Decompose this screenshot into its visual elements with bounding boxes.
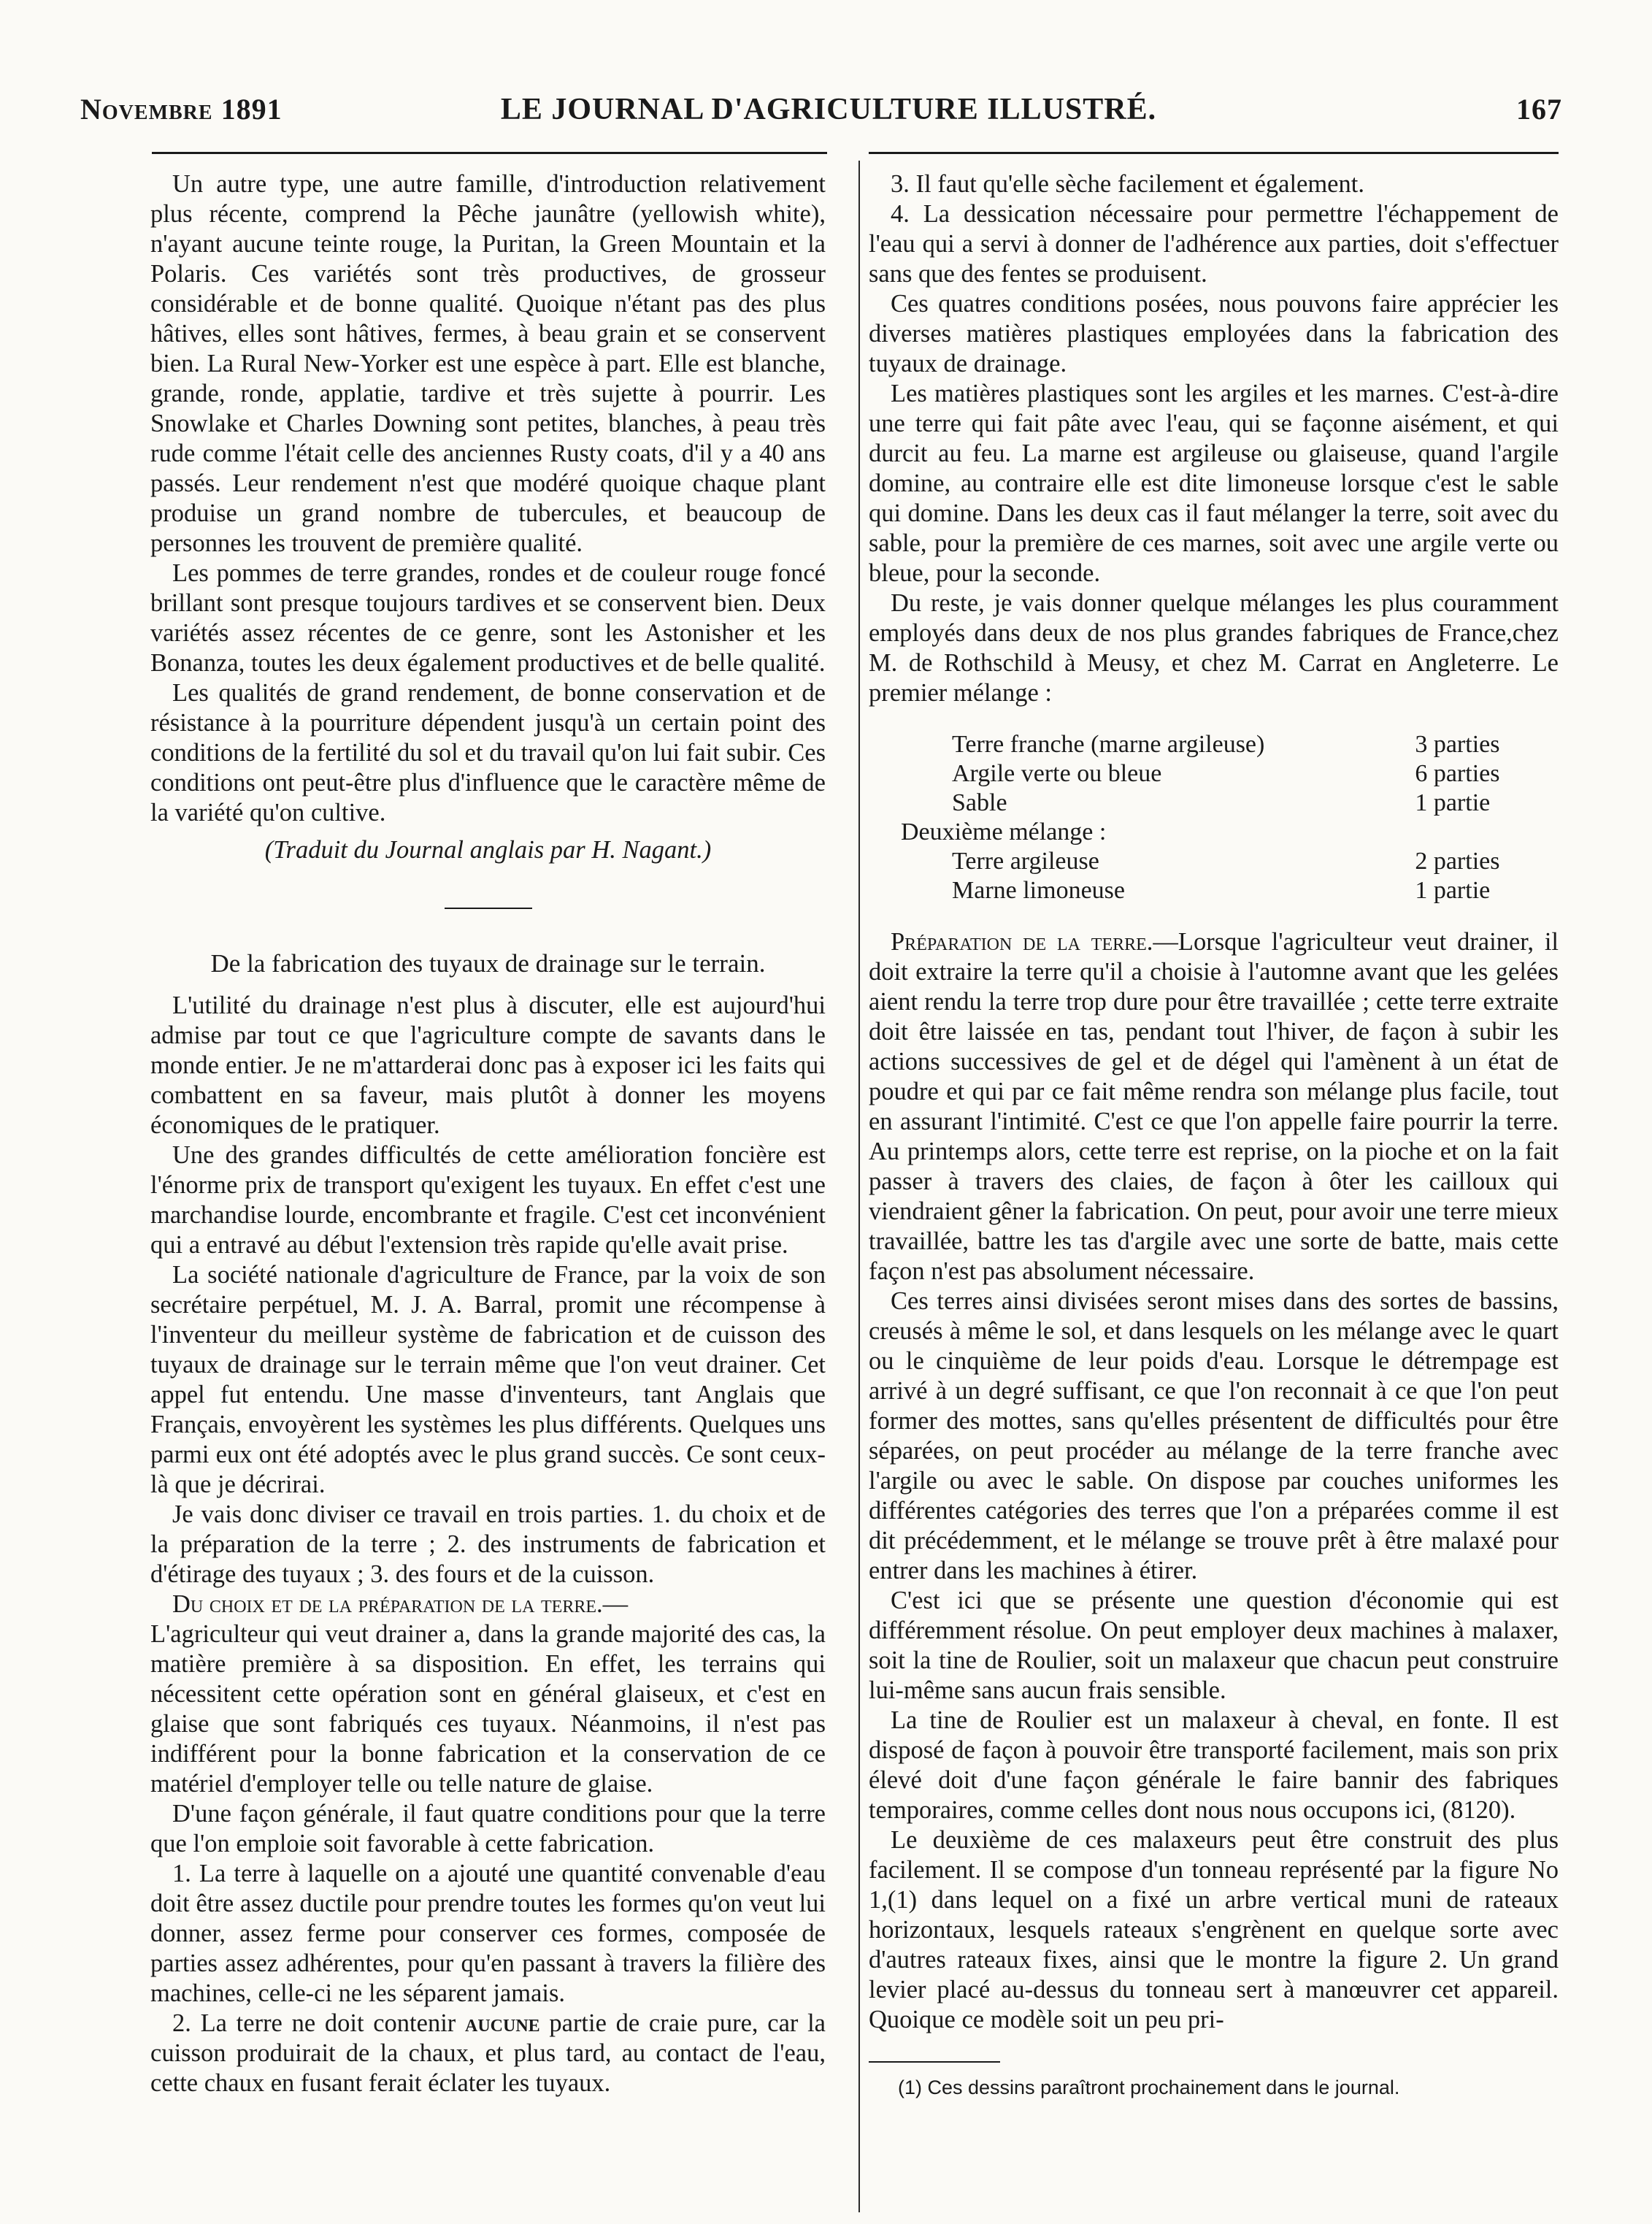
mixture-row: [901, 730, 1559, 759]
condition-2: [150, 2009, 826, 2098]
mixture-ingredient: Argile verte ou bleue: [952, 760, 1162, 787]
right-paragraph-1: Ces quatres conditions posées, nous pouvons faire apprécier les diverses matières plastiques employées dans la fabrication des tuyaux de drainage.: [869, 290, 1559, 377]
mixture-quantity: 1 partie: [1415, 877, 1491, 904]
mixture-row: [901, 847, 1559, 876]
mixture-quantity: 6 parties: [1415, 760, 1500, 787]
mixture-row: [901, 789, 1559, 818]
footnote-rule: [869, 2061, 1000, 2063]
mixture-quantity: 2 parties: [1415, 848, 1500, 875]
intro-paragraph-1: Un autre type, une autre famille, d'introduction relativement plus récente, comprend la Pêche jaunâtre (yellowish white), n'ayant aucune teinte rouge, la Puritan, la Green Mountain et la Polaris. Ces variétés sont très productives, de grosseur considérable et de bonne qualité. Quoique n'étant pas des plus hâtives, elles sont hâtives, fermes, à beau grain et se conservent bien. La Rural New-Yorker est une espèce à part. Elle est blanche, grande, ronde, applatie, tardive et très sujette à pourrir. Les Snowlake et Charles Downing sont petites, blanches, à peau très rude comme l'était celle des anciennes Rusty coats, d'il y a 40 ans passés. Leur rendement n'est que modéré quoique chaque plant produise un grand nombre de tubercules, et beaucoup de personnes les trouvent de première qualité.: [150, 170, 826, 557]
article-paragraph-2: Une des grandes difficultés de cette amélioration foncière est l'énorme prix de transport qu'exigent les tuyaux. En effet c'est une marchandise lourde, encombrante et fragile. C'est cet inconvénient qui a entravé au début l'extension très rapide qu'elle avait prise.: [150, 1141, 826, 1259]
column-divider: [858, 161, 860, 2212]
preparation-paragraph: [869, 927, 1559, 1287]
right-paragraph-2: Les matières plastiques sont les argiles et les marnes. C'est-à-dire une terre qui fait pâte avec l'eau, qui se façonne aisément, et qui durcit au feu. La marne est argileuse ou glaiseuse, quand l'argile domine, au contraire elle est dite limoneuse lorsque c'est le sable qui domine. Dans les deux cas il faut mélanger la terre, soit avec du sable, pour la première de ces marnes, soit avec une argile verte ou bleue, pour la seconde.: [869, 380, 1559, 587]
mixture-quantity: 1 partie: [1415, 789, 1491, 816]
mixture-ingredient: Marne limoneuse: [952, 877, 1125, 904]
condition-4: 4. La dessication nécessaire pour permettre l'échappement de l'eau qui a servi à donner de l'adhérence aux parties, doit s'effectuer sans que des fentes se produisent.: [869, 200, 1559, 288]
page-header: [80, 82, 1577, 133]
article-paragraph-3: La société nationale d'agriculture de France, par la voix de son secrétaire perpétuel, M. J. A. Barral, promit une récompense à l'inventeur du meilleur système de fabrication et de cuisson des tuyaux de drainage sur le terrain même que l'on veut drainer. Cet appel fut entendu. Une masse d'inventeurs, tant Anglais que Français, envoyèrent les systèmes les plus différents. Quelques uns parmi eux ont été adoptés avec le plus grand succès. Ce sont ceux-là que je décrirai.: [150, 1261, 826, 1498]
article-divider: [445, 908, 532, 909]
mixture-ingredient: Terre argileuse: [952, 848, 1099, 875]
issue-date: Novembre 1891: [80, 93, 283, 126]
right-paragraph-5: C'est ici que se présente une question d'économie qui est différemment résolue. On peut employer deux machines à malaxer, soit la tine de Roulier, soit un malaxeur que chacun peut construire lui-même sans aucun frais sensible.: [869, 1587, 1559, 1704]
section-heading: Du choix et de la préparation de la terre.—: [172, 1590, 629, 1618]
translation-credit: (Traduit du Journal anglais par H. Nagant.): [264, 836, 712, 864]
mixture-quantity: 3 parties: [1415, 731, 1500, 758]
right-paragraph-7: Le deuxième de ces malaxeurs peut être construit des plus facilement. Il se compose d'un tonneau représenté par la figure No 1,(1) dans lequel on a fixé un arbre vertical muni de rateaux horizontaux, lesquels rateaux s'engrènent en quelque sorte avec d'autres rateaux fixes, ainsi que le montre la figure 2. Un grand levier placé au-dessus du tonneau sert à manœuvrer cet appareil. Quoique ce modèle soit un peu pri-: [869, 1826, 1559, 2033]
intro-paragraph-2: Les pommes de terre grandes, rondes et de couleur rouge foncé brillant sont presque toujours tardives et se conservent bien. Deux variétés assez récentes de ce genre, sont les Astonisher et les Bonanza, toutes les deux également productives et de belle qualité.: [150, 559, 826, 677]
mixture-2-label-row: [901, 818, 1559, 847]
right-paragraph-3: Du reste, je vais donner quelque mélanges les plus couramment employés dans deux de nos plus grandes fabriques de France,chez M. de Rothschild à Meusy, et chez M. Carrat en Angleterre. Le premier mélange :: [869, 589, 1559, 707]
right-header-rule: [869, 152, 1559, 154]
condition-1: 1. La terre à laquelle on a ajouté une quantité convenable d'eau doit être assez ductile pour prendre toutes les formes qu'on veut lui donner, assez ferme pour conserver ces formes, composée de parties assez adhérentes, pour qu'en passant à travers la filière des machines, celle-ci ne les séparent jamais.: [150, 1860, 826, 2007]
journal-title: LE JOURNAL D'AGRICULTURE ILLUSTRÉ.: [500, 93, 1157, 126]
page-number: 167: [1516, 93, 1562, 126]
intro-paragraph-3: Les qualités de grand rendement, de bonne conservation et de résistance à la pourriture dépendent jusqu'à un certain point des conditions de la fertilité du sol et du travail qu'on lui fait subir. Ces conditions ont peut-être plus d'influence que le caractère même de la variété qu'on cultive.: [150, 679, 826, 827]
mixture-2-label: Deuxième mélange :: [901, 818, 1107, 845]
right-column: [869, 169, 1559, 2099]
section-paragraph: L'agriculteur qui veut drainer a, dans la grande majorité des cas, la matière première à sa disposition. En effet, les terrains qui nécessitent cette opération sont en général glaiseux, et c'est en glaise que sont fabriqués ces tuyaux. Néanmoins, il n'est pas indifférent pour la bonne fabrication et la conservation de ce matériel d'employer telle ou telle nature de glaise.: [150, 1620, 826, 1798]
mixture-row: [901, 759, 1559, 789]
mixture-row: [901, 876, 1559, 905]
mixture-ingredient: Terre franche (marne argileuse): [952, 731, 1265, 758]
condition-3: 3. Il faut qu'elle sèche facilement et également.: [891, 170, 1364, 198]
footnote: (1) Ces dessins paraîtront prochainement dans le journal.: [898, 2077, 1400, 2098]
left-column: [150, 169, 826, 2098]
right-paragraph-6: La tine de Roulier est un malaxeur à cheval, en fonte. Il est disposé de façon à pouvoir être transporté facilement, mais son prix élevé doit d'une façon générale le faire bannir des fabriques temporaires, comme celles dont nous nous occupons ici, (8120).: [869, 1706, 1559, 1824]
article-title: De la fabrication des tuyaux de drainage sur le terrain.: [210, 949, 766, 978]
preparation-text: —Lorsque l'agriculteur veut drainer, il doit extraire la terre qu'il a choisie à l'automne avant que les gelées aient rendu la terre trop dure pour être travaillée ; cette terre extraite doit être laissée en tas, pendant tout l'hiver, de façon à subir les actions successives de gel et de dégel qui l'amènent à un état de poudre et qui par ce fait même rendra son mélange plus facile, tout en assurant l'intimité. C'est ce que l'on appelle faire pourrir la terre. Au printemps alors, cette terre est reprise, on la pioche et on la fait passer à travers des claies, de façon à ôter les cailloux qui viendraient gêner la fabrication. On peut, pour avoir une terre mieux travaillée, battre les tas d'argile avec une sorte de batte, mais cette façon n'est pas absolument nécessaire.: [869, 928, 1559, 1285]
right-paragraph-4: Ces terres ainsi divisées seront mises dans des sortes de bassins, creusés à même le sol, et dans lesquels on les mélange avec le quart ou le cinquième de leur poids d'eau. Lorsque le détrempage est arrivé à un degré suffisant, ce que l'on reconnait à ce que l'on peut former des mottes, sans qu'elles présentent de difficultés pour être séparées, on peut procéder au mélange de la terre franche avec l'argile ou avec le sable. On dispose par couches uniformes les différentes catégories des terres que l'on a préparées comme il est dit précédemment, et le mélange se trouve prêt à être malaxé pour entrer dans les machines à étirer.: [869, 1287, 1559, 1584]
preparation-heading: Préparation de la terre.: [891, 928, 1153, 956]
article-paragraph-1: L'utilité du drainage n'est plus à discuter, elle est aujourd'hui admise par tout ce que l'agriculture compte de savants dans le monde entier. Je ne m'attarderai donc pas à exposer ici les faits qui combattent en sa faveur, mais plutôt à donner les moyens économiques de le pratiquer.: [150, 992, 826, 1139]
conditions-intro: D'une façon générale, il faut quatre conditions pour que la terre que l'on emploie soit favorable à cette fabrication.: [150, 1800, 826, 1857]
condition-2-start: 2. La terre ne doit contenir: [172, 2009, 465, 2037]
mixture-ingredient: Sable: [952, 789, 1007, 816]
mixture-table: [901, 730, 1559, 905]
left-header-rule: [152, 152, 827, 154]
condition-2-emphasis: aucune: [465, 2009, 540, 2037]
condition-2-end: partie de craie pure, car la cuisson produirait de la chaux, et plus tard, au contact de l'eau, cette chaux en fusant ferait éclater les tuyaux.: [150, 2009, 826, 2097]
article-paragraph-4: Je vais donc diviser ce travail en trois parties. 1. du choix et de la préparation de la terre ; 2. des instruments de fabrication et d'étirage des tuyaux ; 3. des fours et de la cuisson.: [150, 1500, 826, 1588]
